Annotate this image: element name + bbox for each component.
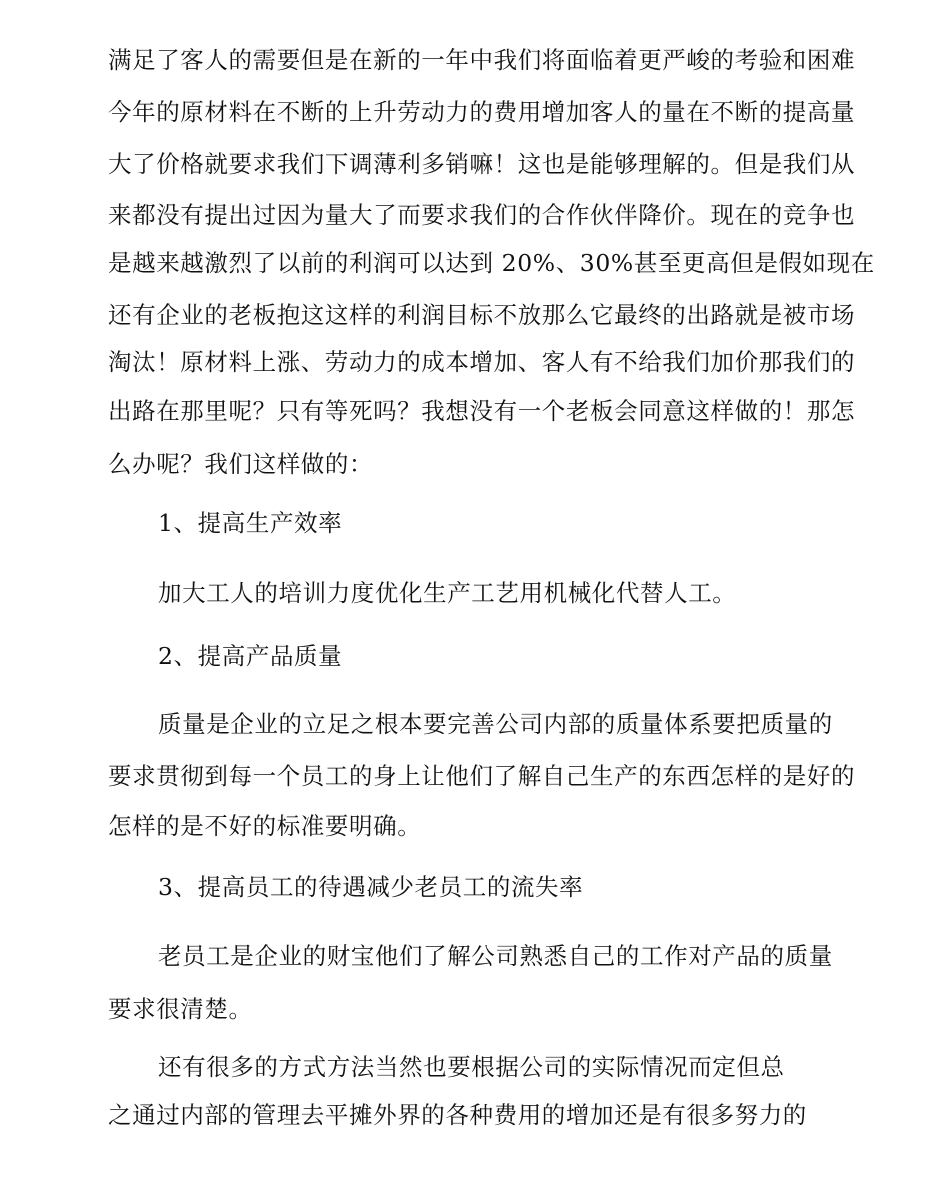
paragraph-line: 质量是企业的立足之根本要完善公司内部的质量体系要把质量的 — [158, 710, 833, 738]
paragraph-line: 怎样的是不好的标准要明确。 — [108, 812, 422, 840]
paragraph-line: 还有很多的方式方法当然也要根据公司的实际情况而定但总 — [158, 1053, 785, 1081]
paragraph-line: 出路在那里呢？只有等死吗？我想没有一个老板会同意这样做的！那怎 — [108, 397, 856, 425]
paragraph-line: 是越来越激烈了以前的利润可以达到 20%、30%甚至更高但是假如现在 — [108, 249, 875, 277]
paragraph-line: 老员工是企业的财宝他们了解公司熟悉自己的工作对产品的质量 — [158, 942, 833, 970]
paragraph-line: 大了价格就要求我们下调薄利多销嘛！这也是能够理解的。但是我们从 — [108, 150, 856, 178]
paragraph-line: 加大工人的培训力度优化生产工艺用机械化代替人工。 — [158, 579, 737, 607]
paragraph-line: 今年的原材料在不断的上升劳动力的费用增加客人的量在不断的提高量 — [108, 98, 856, 126]
paragraph-line: 来都没有提出过因为量大了而要求我们的合作伙伴降价。现在的竞争也 — [108, 201, 856, 229]
paragraph-line: 淘汰！原材料上涨、劳动力的成本增加、客人有不给我们加价那我们的 — [108, 348, 856, 376]
paragraph-line: 之通过内部的管理去平摊外界的各种费用的增加还是有很多努力的 — [108, 1101, 807, 1129]
section-heading-1: 1、提高生产效率 — [158, 509, 343, 537]
paragraph-line: 要求贯彻到每一个员工的身上让他们了解自己生产的东西怎样的是好的 — [108, 762, 856, 790]
section-heading-3: 3、提高员工的待遇减少老员工的流失率 — [158, 873, 584, 901]
paragraph-line: 么办呢？我们这样做的： — [108, 450, 374, 478]
paragraph-line: 要求很清楚。 — [108, 995, 253, 1023]
section-heading-2: 2、提高产品质量 — [158, 642, 343, 670]
paragraph-line: 满足了客人的需要但是在新的一年中我们将面临着更严峻的考验和困难 — [108, 46, 856, 74]
paragraph-line: 还有企业的老板抱这这样的利润目标不放那么它最终的出路就是被市场 — [108, 301, 856, 329]
